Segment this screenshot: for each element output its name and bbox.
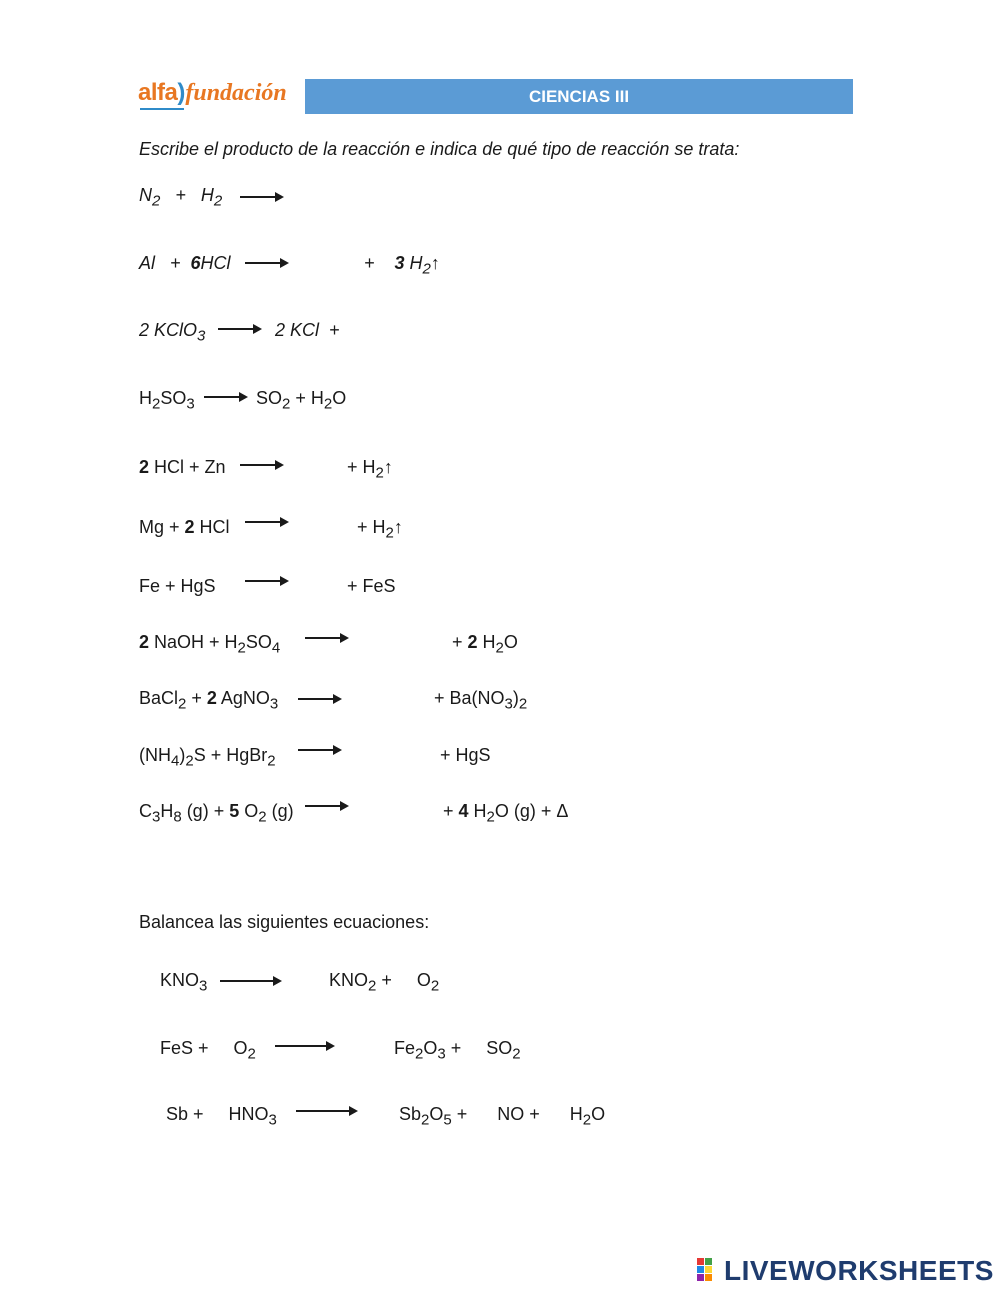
reaction-arrow: [296, 1110, 356, 1112]
liveworksheets-brand: LIVEWORKSHEETS: [724, 1255, 994, 1286]
reaction-arrow: [240, 196, 282, 198]
reaction-arrow: [245, 262, 287, 264]
reaction-arrow: [298, 749, 340, 751]
alfa-fundacion-logo: alfa)fundación: [138, 79, 287, 106]
reaction-arrow: [275, 1045, 333, 1047]
reaction-arrow: [220, 980, 280, 982]
reaction-arrow: [218, 328, 260, 330]
reaction-arrow: [240, 464, 282, 466]
instruction-balance: Balancea las siguientes ecuaciones:: [139, 912, 430, 932]
reaction-arrow: [245, 521, 287, 523]
logo-alfa-text: alfa: [138, 79, 178, 106]
reaction-arrow: [305, 805, 347, 807]
liveworksheets-logo-icon: [697, 1258, 721, 1282]
reaction-arrow: [298, 698, 340, 700]
subject-banner: CIENCIAS III: [305, 79, 853, 114]
reaction-arrow: [245, 580, 287, 582]
instruction-reactions: Escribe el producto de la reacción e indica de qué tipo de reacción se trata:: [139, 139, 740, 159]
logo-underline: [140, 108, 184, 110]
reaction-arrow: [305, 637, 347, 639]
reaction-arrow: [204, 396, 246, 398]
logo-fundacion-text: fundación: [185, 80, 287, 106]
